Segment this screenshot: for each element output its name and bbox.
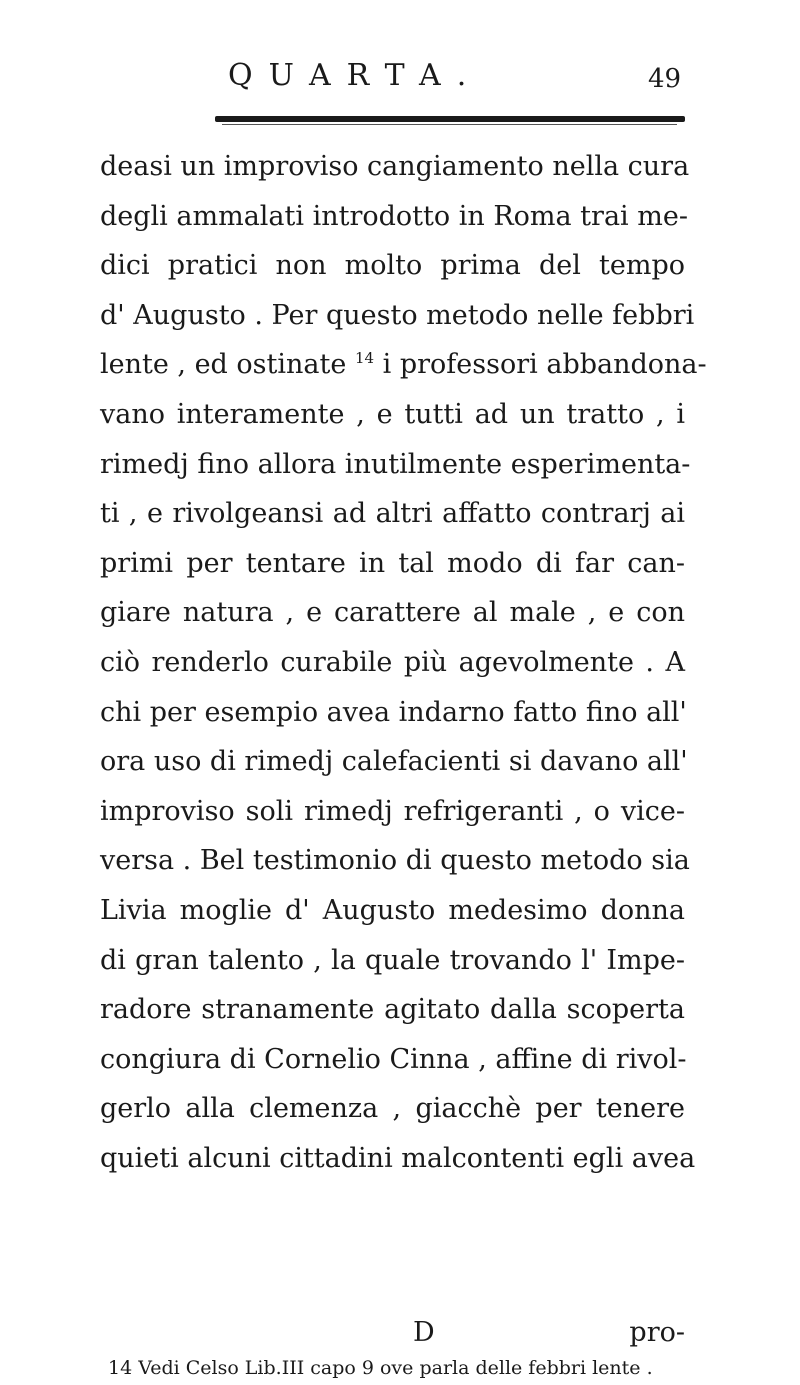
footnote-reference: 14 xyxy=(354,349,375,368)
text-line: dici pratici non molto prima del tempo xyxy=(100,250,685,282)
text-line: primi per tentare in tal modo di far can- xyxy=(100,547,685,579)
text-line: chi per esempio avea indarno fatto fino all' xyxy=(100,696,687,728)
text-line: giare natura , e carattere al male , e con xyxy=(100,597,685,629)
text-line: d' Augusto . Per questo metodo nelle febbri xyxy=(100,299,695,331)
text-line: ciò renderlo curabile più agevolmente . A xyxy=(100,646,685,678)
text-line-part: i professori abbandona- xyxy=(382,349,707,381)
text-line: congiura di Cornelio Cinna , affine di rivol- xyxy=(100,1043,687,1075)
footnote: 14 Vedi Celso Lib.III capo 9 ove parla delle febbri lente . xyxy=(108,1357,653,1379)
signature-mark: D xyxy=(413,1317,435,1348)
catchword: pro- xyxy=(629,1317,685,1348)
running-head: QUARTA. xyxy=(228,58,483,93)
text-line: gerlo alla clemenza , giacchè per tenere xyxy=(100,1093,685,1125)
text-line-with-footnote xyxy=(100,340,707,390)
text-line: improviso soli rimedj refrigeranti , o vice- xyxy=(100,795,685,827)
text-line: ti , e rivolgeansi ad altri affatto contrarj ai xyxy=(100,498,685,530)
text-line-part: lente , ed ostinate xyxy=(100,349,347,381)
signature-line xyxy=(100,1311,685,1355)
text-line: deasi un improviso cangiamento nella cura xyxy=(100,151,690,182)
text-line: di gran talento , la quale trovando l' Impe- xyxy=(100,944,685,976)
text-line: quieti alcuni cittadini malcontenti egli avea xyxy=(100,1142,696,1174)
text-line: radore stranamente agitato dalla scoperta xyxy=(100,994,685,1026)
header-rule xyxy=(215,116,685,122)
body-text xyxy=(100,142,707,1183)
text-line: ora uso di rimedj calefacienti si davano all' xyxy=(100,746,688,778)
page-header xyxy=(0,58,800,108)
text-line: degli ammalati introdotto in Roma trai me- xyxy=(100,200,688,232)
page-number: 49 xyxy=(648,64,682,94)
text-line: rimedj fino allora inutilmente esperimenta- xyxy=(100,448,691,480)
text-line: Livia moglie d' Augusto medesimo donna xyxy=(100,894,685,926)
text-line: vano interamente , e tutti ad un tratto , i xyxy=(100,398,685,430)
header-rule-thin xyxy=(222,124,677,125)
text-line: versa . Bel testimonio di questo metodo sia xyxy=(100,845,690,877)
